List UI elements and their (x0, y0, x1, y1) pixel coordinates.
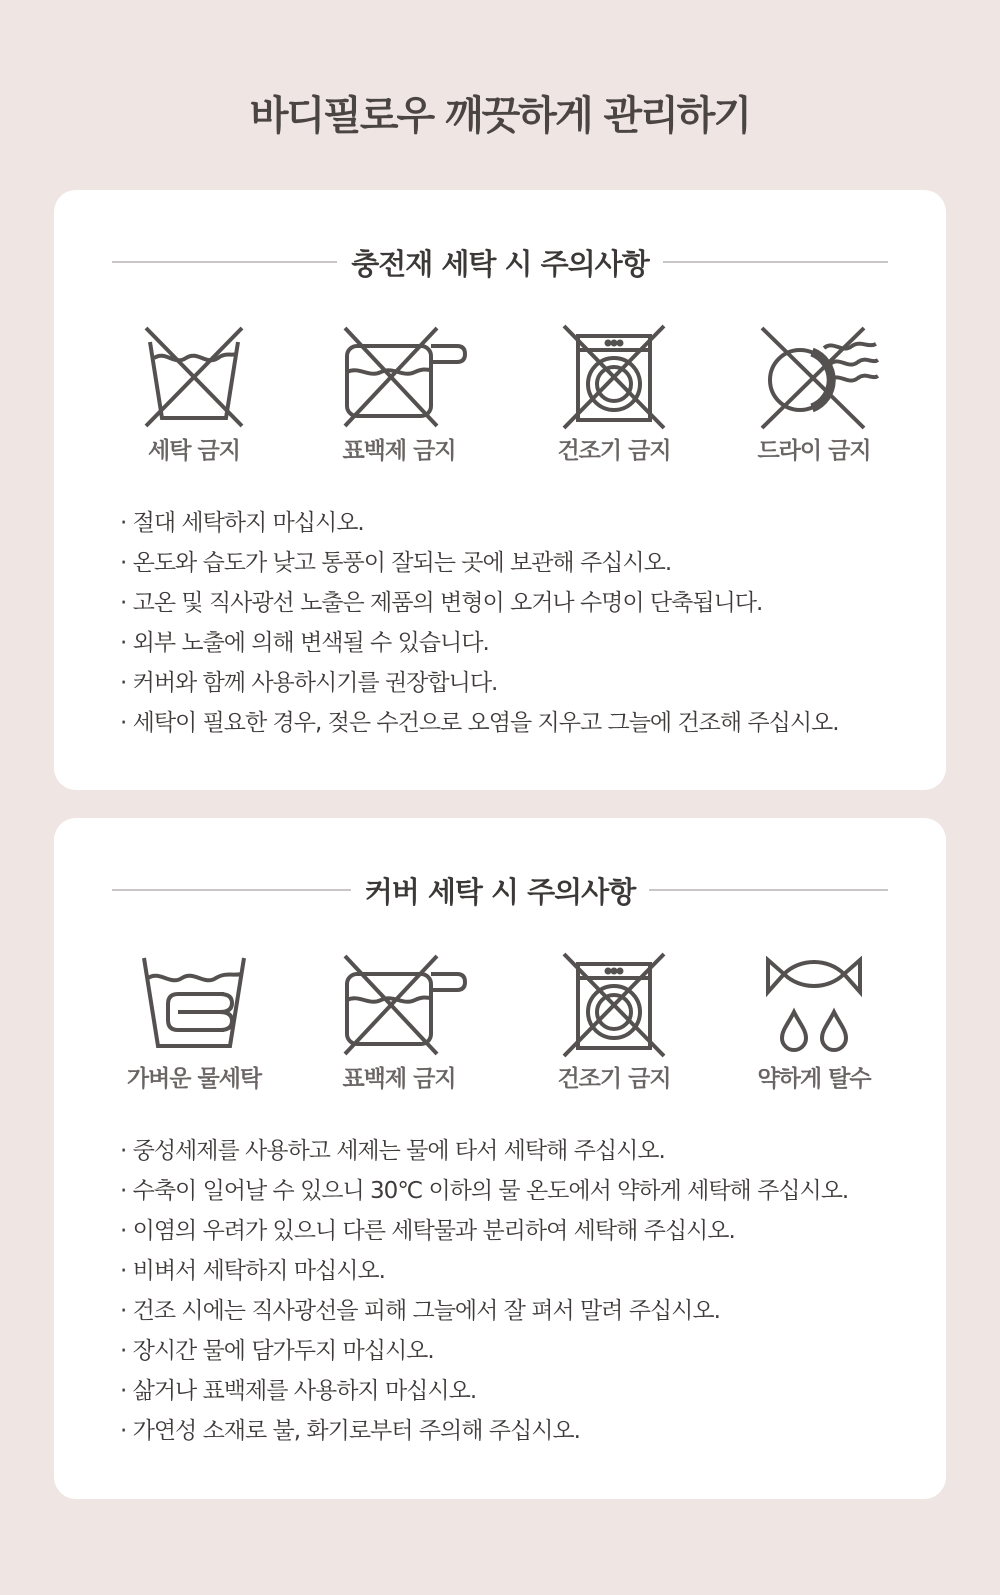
divider (649, 889, 888, 891)
care-label: 건조기 금지 (557, 1066, 671, 1092)
note-item: · 비벼서 세탁하지 마십시오. (120, 1251, 920, 1291)
care-item (94, 322, 294, 482)
note-item: · 외부 노출에 의해 변색될 수 있습니다. (120, 623, 920, 663)
note-item: · 장시간 물에 담가두지 마십시오. (120, 1331, 920, 1371)
care-icons (94, 322, 914, 482)
care-item (714, 322, 914, 482)
note-item: · 수축이 일어날 수 있으니 30℃ 이하의 물 온도에서 약하게 세탁해 주십시오. (120, 1171, 920, 1211)
note-item: · 이염의 우려가 있으니 다른 세탁물과 분리하여 세탁해 주십시오. (120, 1211, 920, 1251)
filling-care-card (54, 190, 946, 790)
care-label: 표백제 금지 (342, 1066, 456, 1092)
divider (112, 261, 337, 263)
cover-care-card (54, 818, 946, 1499)
no-tumble-dry-icon (554, 322, 674, 432)
care-notes (120, 1131, 920, 1451)
note-item: · 세탁이 필요한 경우, 젖은 수건으로 오염을 지우고 그늘에 건조해 주십시오. (120, 703, 920, 743)
care-label: 세탁 금지 (148, 438, 240, 464)
no-bleach-icon (329, 322, 469, 432)
no-washing-icon (134, 322, 254, 432)
divider (663, 261, 888, 263)
care-label: 약하게 탈수 (757, 1066, 871, 1092)
care-label: 표백제 금지 (342, 438, 456, 464)
note-item: · 고온 및 직사광선 노출은 제품의 변형이 오거나 수명이 단축됩니다. (120, 583, 920, 623)
note-item: · 건조 시에는 직사광선을 피해 그늘에서 잘 펴서 말려 주십시오. (120, 1291, 920, 1331)
divider (112, 889, 351, 891)
care-item (514, 322, 714, 482)
note-item: · 절대 세탁하지 마십시오. (120, 503, 920, 543)
section-header (112, 870, 888, 910)
no-dry-clean-icon (744, 322, 884, 432)
no-tumble-dry-icon (554, 950, 674, 1060)
care-label: 가벼운 물세탁 (126, 1066, 262, 1092)
care-item (299, 322, 499, 482)
care-item (94, 950, 294, 1110)
gentle-wash-icon (134, 950, 254, 1060)
note-item: · 중성세제를 사용하고 세제는 물에 타서 세탁해 주십시오. (120, 1131, 920, 1171)
care-item (714, 950, 914, 1110)
care-item (514, 950, 714, 1110)
note-item: · 온도와 습도가 낮고 통풍이 잘되는 곳에 보관해 주십시오. (120, 543, 920, 583)
gentle-spin-icon (754, 950, 874, 1060)
care-label: 건조기 금지 (557, 438, 671, 464)
care-label: 드라이 금지 (757, 438, 871, 464)
note-item: · 커버와 함께 사용하시기를 권장합니다. (120, 663, 920, 703)
care-notes (120, 503, 920, 743)
care-item (299, 950, 499, 1110)
page-title: 바디필로우 깨끗하게 관리하기 (249, 93, 751, 139)
care-icons (94, 950, 914, 1110)
section-title: 충전재 세탁 시 주의사항 (351, 246, 649, 281)
note-item: · 가연성 소재로 불, 화기로부터 주의해 주십시오. (120, 1411, 920, 1451)
section-header (112, 242, 888, 282)
no-bleach-icon (329, 950, 469, 1060)
section-title: 커버 세탁 시 주의사항 (364, 874, 636, 909)
note-item: · 삶거나 표백제를 사용하지 마십시오. (120, 1371, 920, 1411)
